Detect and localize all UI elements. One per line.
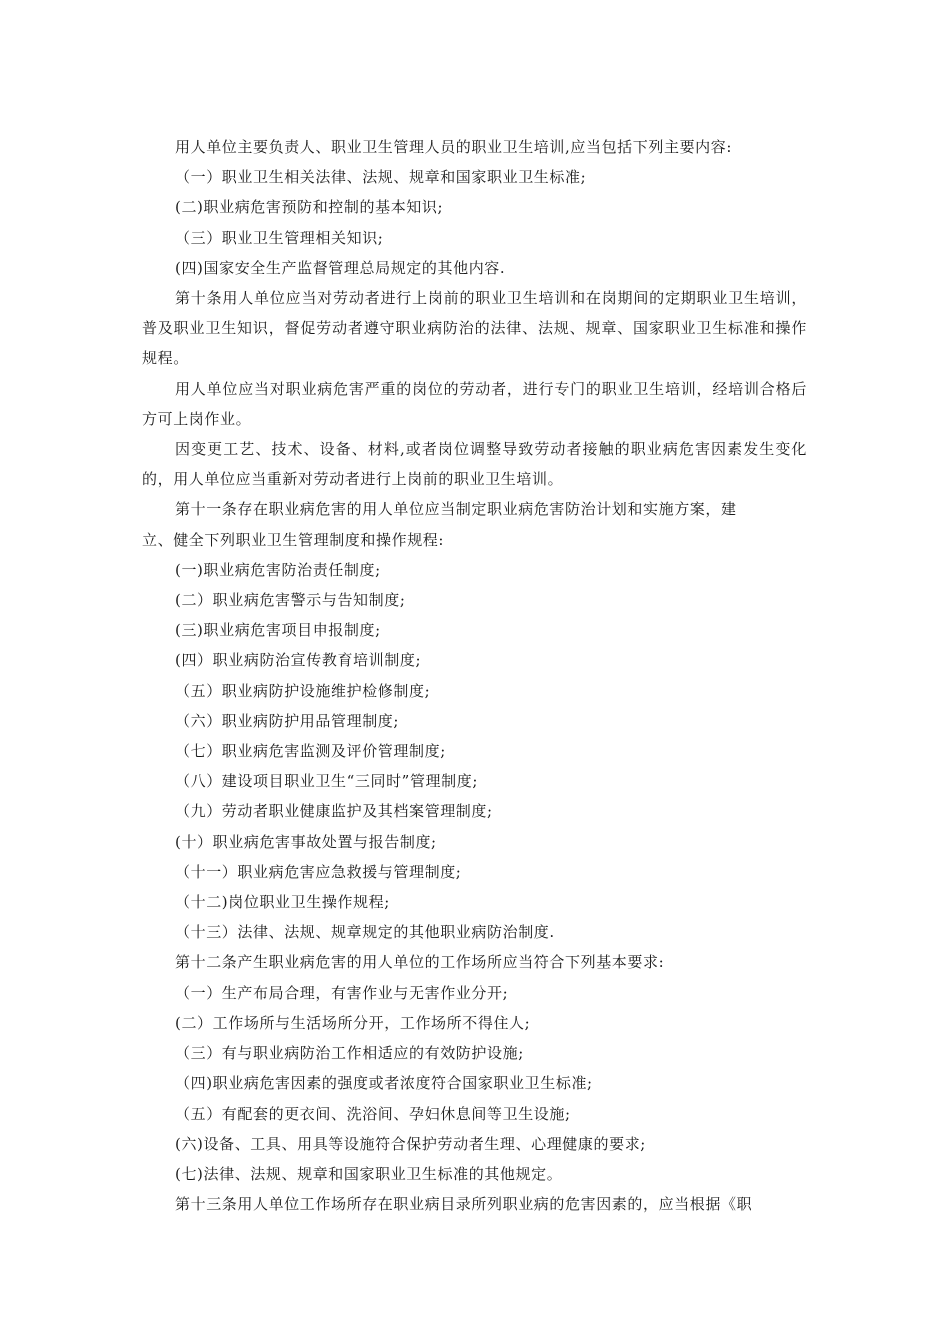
paragraph: 用人单位应当对职业病危害严重的岗位的劳动者，进行专门的职业卫生培训，经培训合格后方可上岗作业。: [142, 379, 807, 428]
paragraph: (七)法律、法规、规章和国家职业卫生标准的其他规定。: [175, 1164, 563, 1183]
paragraph: 立、健全下列职业卫生管理制度和操作规程:: [142, 530, 445, 549]
paragraph: （五）有配套的更衣间、洗浴间、孕妇休息间等卫生设施;: [175, 1104, 571, 1123]
paragraph: （七）职业病危害监测及评价管理制度;: [175, 742, 446, 761]
paragraph: 第十条用人单位应当对劳动者进行上岗前的职业卫生培训和在岗期间的定期职业卫生培训，普及职业卫生知识，督促劳动者遵守职业病防治的法律、法规、规章、国家职业卫生标准和操作规程。: [142, 289, 807, 368]
paragraph: （一）生产布局合理，有害作业与无害作业分开;: [175, 983, 509, 1002]
paragraph: (十）职业病危害事故处置与报告制度;: [175, 832, 437, 851]
paragraph: （十三）法律、法规、规章规定的其他职业病防治制度.: [175, 923, 555, 942]
paragraph: 用人单位主要负责人、职业卫生管理人员的职业卫生培训,应当包括下列主要内容:: [175, 138, 733, 156]
paragraph: 第十二条产生职业病危害的用人单位的工作场所应当符合下列基本要求:: [175, 953, 665, 972]
paragraph: (四)国家安全生产监督管理总局规定的其他内容.: [175, 258, 506, 277]
paragraph: (四）职业病防治宣传教育培训制度;: [175, 651, 422, 670]
paragraph: (二）工作场所与生活场所分开，工作场所不得住人;: [175, 1013, 531, 1032]
paragraph: (三)职业病危害项目申报制度;: [175, 621, 381, 640]
paragraph: 因变更工艺、技术、设备、材料,或者岗位调整导致劳动者接触的职业病危害因素发生变化的，用人单位应当重新对劳动者进行上岗前的职业卫生培训。: [142, 440, 807, 489]
paragraph: （三）有与职业病防治工作相适应的有效防护设施;: [175, 1044, 524, 1063]
paragraph: (二)职业病危害预防和控制的基本知识;: [175, 198, 444, 217]
paragraph: （四)职业病危害因素的强度或者浓度符合国家职业卫生标准;: [175, 1074, 593, 1093]
paragraph: （六）职业病防护用品管理制度;: [175, 711, 400, 730]
paragraph: （九）劳动者职业健康监护及其档案管理制度;: [175, 802, 493, 821]
paragraph: 第十一条存在职业病危害的用人单位应当制定职业病危害防治计划和实施方案，建: [175, 500, 737, 519]
paragraph: （五）职业病防护设施维护检修制度;: [175, 681, 431, 700]
paragraph: (二）职业病危害警示与告知制度;: [175, 591, 406, 610]
document-body: [142, 132, 807, 1219]
paragraph: （十二)岗位职业卫生操作规程;: [175, 893, 390, 912]
paragraph: (一)职业病危害防治责任制度;: [175, 560, 381, 579]
paragraph: (六)设备、工具、用具等设施符合保护劳动者生理、心理健康的要求;: [175, 1134, 646, 1153]
paragraph: （三）职业卫生管理相关知识;: [175, 228, 384, 247]
paragraph: 第十三条用人单位工作场所存在职业病目录所列职业病的危害因素的，应当根据《职: [175, 1195, 753, 1214]
paragraph: （八）建设项目职业卫生“三同时”管理制度;: [175, 772, 478, 791]
paragraph: （十一）职业病危害应急救援与管理制度;: [175, 862, 462, 881]
paragraph: （一）职业卫生相关法律、法规、规章和国家职业卫生标准;: [175, 168, 587, 187]
